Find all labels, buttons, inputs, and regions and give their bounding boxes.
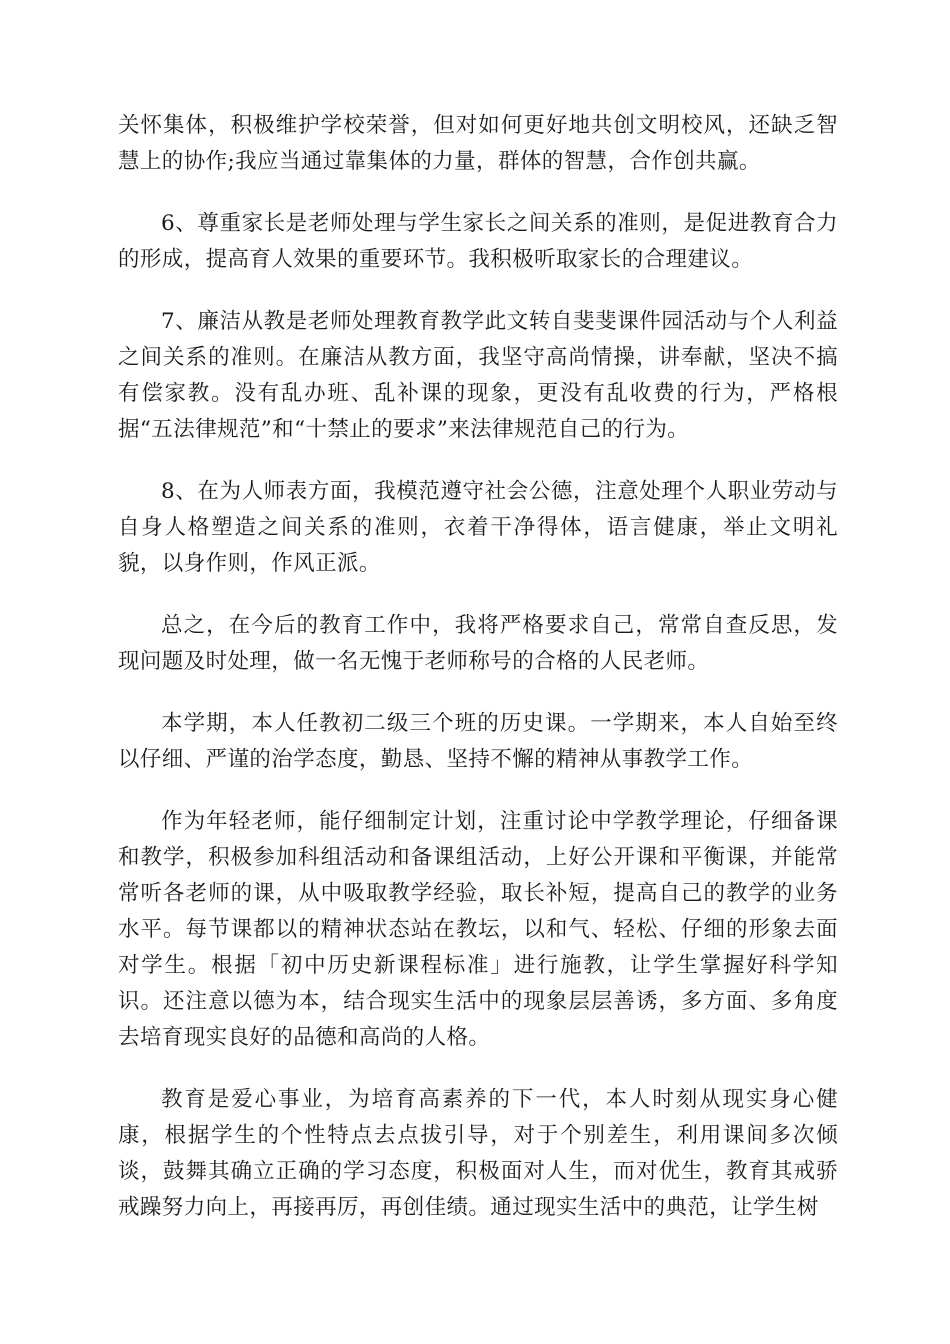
paragraph-continued: 关怀集体，积极维护学校荣誉，但对如何更好地共创文明校风，还缺乏智慧上的协作;我应当通过靠集体的力量，群体的智慧，合作创共赢。: [118, 113, 838, 174]
paragraph-item-7: 7、廉洁从教是老师处理教育教学此文转自斐斐课件园活动与个人利益之间关系的准则。在廉洁从教方面，我坚守高尚情操，讲奉献，坚决不搞有偿家教。没有乱办班、乱补课的现象，更没有乱收费的行为，严格根据“五法律规范”和“十禁止的要求”来法律规范自己的行为。: [118, 309, 838, 442]
paragraph-young-teacher: 作为年轻老师，能仔细制定计划，注重讨论中学教学理论，仔细备课和教学，积极参加科组活动和备课组活动，上好公开课和平衡课，并能常常听各老师的课，从中吸取教学经验，取长补短，提高自己的教学的业务水平。每节课都以的精神状态站在教坛，以和气、轻松、仔细的形象去面对学生。根据「初中历史新课程标准」进行施教，让学生掌握好科学知识。还注意以德为本，结合现实生活中的现象层层善诱，多方面、多角度去培育现实良好的品德和高尚的人格。: [118, 809, 838, 1050]
paragraph-summary: 总之，在今后的教育工作中，我将严格要求自己，常常自查反思，发现问题及时处理，做一名无愧于老师称号的合格的人民老师。: [118, 613, 838, 674]
paragraph-education-love: 教育是爱心事业，为培育高素养的下一代，本人时刻从现实身心健康，根据学生的个性特点去点拔引导，对于个别差生，利用课间多次倾谈，鼓舞其确立正确的学习态度，积极面对人生，而对优生，教育其戒骄戒躁努力向上，再接再厉，再创佳绩。通过现实生活中的典范，让学生树: [118, 1087, 838, 1220]
paragraph-semester-intro: 本学期，本人任教初二级三个班的历史课。一学期来，本人自始至终以仔细、严谨的治学态度，勤恳、坚持不懈的精神从事教学工作。: [118, 711, 838, 772]
document-body: [118, 108, 838, 1252]
paragraph-item-8: 8、在为人师表方面，我模范遵守社会公德，注意处理个人职业劳动与自身人格塑造之间关系的准则，衣着干净得体，语言健康，举止文明礼貌，以身作则，作风正派。: [118, 479, 838, 576]
paragraph-item-6: 6、尊重家长是老师处理与学生家长之间关系的准则，是促进教育合力的形成，提高育人效果的重要环节。我积极听取家长的合理建议。: [118, 211, 838, 272]
